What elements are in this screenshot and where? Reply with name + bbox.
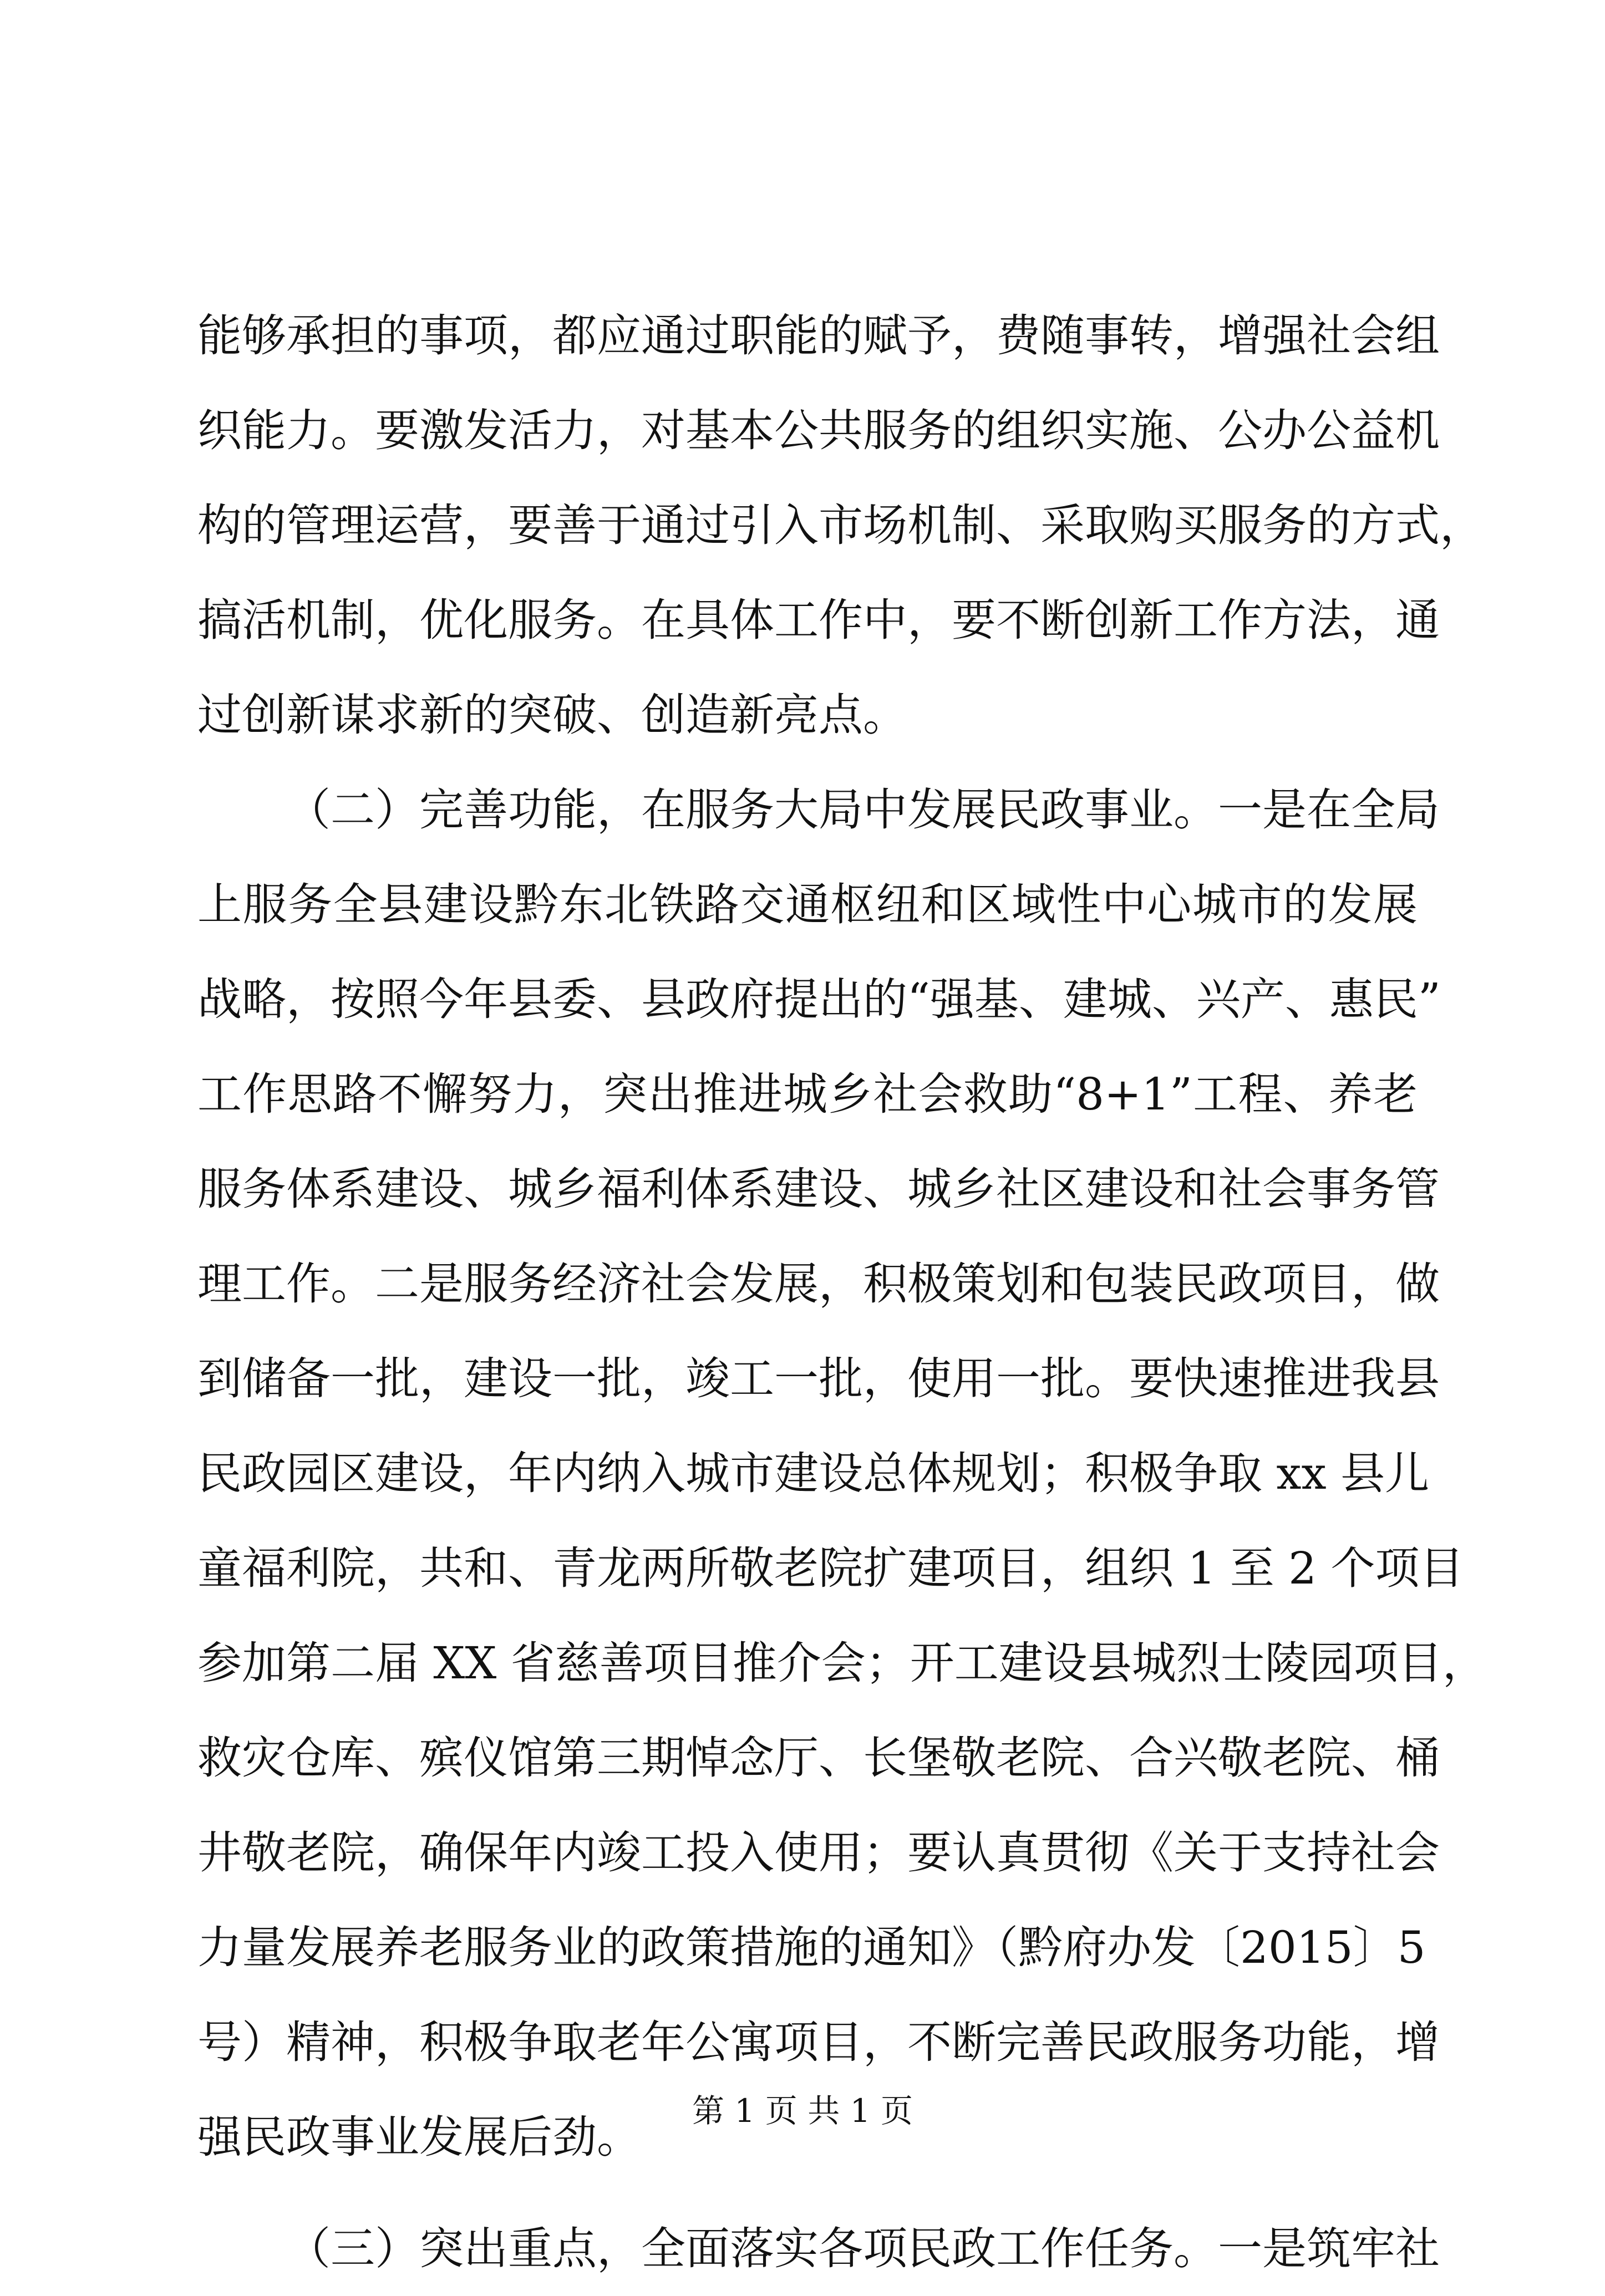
text-line-1: 能够承担的事项，都应通过职能的赋予，费随事转，增强社会组 [197, 310, 1440, 362]
text-line-19: 号）精神，积极争取老年公寓项目，不断完善民政服务功能，增 [197, 2017, 1440, 2068]
text-line-11: 理工作。二是服务经济社会发展，积极策划和包装民政项目，做 [197, 1258, 1440, 1310]
paragraph-gap [197, 2185, 1418, 2201]
text-line-20: 强民政事业发展后劲。 [197, 2111, 641, 2163]
text-line-7: 上服务全县建设黔东北铁路交通枢纽和区域性中心城市的发展 [197, 879, 1418, 930]
text-line-3: 构的管理运营，要善于通过引入市场机制、采取购买服务的方式， [197, 500, 1484, 551]
text-line-10: 服务体系建设、城乡福利体系建设、城乡社区建设和社会事务管 [197, 1163, 1440, 1215]
text-line-4: 搞活机制，优化服务。在具体工作中，要不断创新工作方法，通 [197, 594, 1440, 646]
text-line-12: 到储备一批，建设一批，竣工一批，使用一批。要快速推进我县 [197, 1353, 1440, 1404]
text-line-8: 战略，按照今年县委、县政府提出的“强基、建城、兴产、惠民” [197, 974, 1441, 1025]
text-line-21: （三）突出重点，全面落实各项民政工作任务。一是筑牢社 [286, 2223, 1440, 2274]
page-footer: 第 1 页 共 1 页 [692, 2092, 913, 2130]
text-line-13: 民政园区建设，年内纳入城市建设总体规划；积极争取 xx 县儿 [197, 1448, 1430, 1499]
text-line-17: 井敬老院，确保年内竣工投入使用；要认真贯彻《关于支持社会 [197, 1827, 1440, 1878]
text-line-14: 童福利院，共和、青龙两所敬老院扩建项目，组织 1 至 2 个项目 [197, 1542, 1464, 1594]
document-body [197, 288, 1487, 2296]
text-line-9: 工作思路不懈努力，突出推进城乡社会救助“8+1”工程、养老 [197, 1068, 1418, 1120]
text-line-18: 力量发展养老服务业的政策措施的通知》（黔府办发〔2015〕5 [197, 1922, 1426, 1973]
text-line-16: 救灾仓库、殡仪馆第三期悼念厅、长堡敬老院、合兴敬老院、桶 [197, 1732, 1440, 1784]
text-line-15: 参加第二届 XX 省慈善项目推介会；开工建设县城烈士陵园项目， [197, 1637, 1487, 1689]
text-line-2: 织能力。要激发活力，对基本公共服务的组织实施、公办公益机 [197, 405, 1440, 456]
text-line-5: 过创新谋求新的突破、创造新亮点。 [197, 689, 907, 741]
text-line-6: （二）完善功能，在服务大局中发展民政事业。一是在全局 [286, 784, 1440, 836]
